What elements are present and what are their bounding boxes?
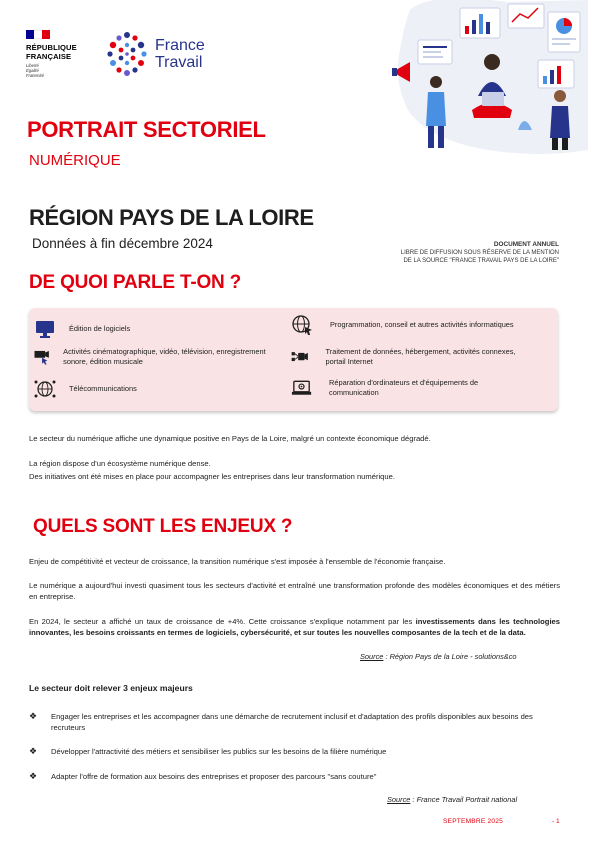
activity-label: Traitement de données, hébergement, activités connexes, portail Internet bbox=[325, 347, 516, 366]
brand-line-1: France bbox=[155, 37, 205, 54]
document-kind: DOCUMENT ANNUEL bbox=[493, 241, 559, 248]
republic-motto bbox=[26, 63, 96, 78]
activity-label: Programmation, conseil et autres activités informatiques bbox=[330, 320, 514, 329]
republique-francaise-logo bbox=[26, 30, 96, 78]
diamond-bullet-icon: ❖ bbox=[29, 746, 38, 756]
repair-laptop-icon bbox=[290, 377, 313, 399]
challenge-item bbox=[29, 771, 559, 782]
activity-item bbox=[33, 346, 278, 368]
challenge-text: Adapter l'offre de formation aux besoins des entreprises et proposer des parcours "sans couture" bbox=[51, 772, 377, 781]
footer-date: SEPTEMBRE 2025 bbox=[443, 818, 503, 825]
motto-fraternite: Fraternité bbox=[26, 73, 44, 78]
region-title: RÉGION PAYS DE LA LOIRE bbox=[29, 205, 314, 230]
activity-item bbox=[290, 346, 520, 368]
document-note bbox=[401, 241, 559, 265]
intro-paragraph-2: La région dispose d'un écosystème numérique dense. bbox=[29, 459, 211, 468]
source-regional bbox=[360, 652, 517, 661]
growth-paragraph bbox=[29, 616, 560, 638]
diamond-bullet-icon: ❖ bbox=[29, 711, 38, 721]
activity-label: Activités cinématographique, vidéo, télévision, enregistrement sonore, édition musicale bbox=[63, 347, 266, 366]
republique-francaise-name bbox=[26, 43, 96, 61]
challenges-title: Le secteur doit relever 3 enjeux majeurs bbox=[29, 683, 193, 693]
document-note-line-2: DE LA SOURCE "FRANCE TRAVAIL PAYS DE LA LOIRE" bbox=[403, 258, 559, 264]
source-text: : Région Pays de la Loire - solutions&co bbox=[383, 652, 517, 661]
section-challenges-title: QUELS SONT LES ENJEUX ? bbox=[33, 516, 293, 537]
activity-label: Réparation d'ordinateurs et d'équipements de communication bbox=[329, 378, 479, 397]
page-number: - 1 bbox=[552, 818, 560, 825]
digital-work-illustration bbox=[388, 0, 588, 155]
stakes-paragraph-1: Enjeu de compétitivité et vecteur de croissance, la transition numérique s'est imposée à l'ensemble de l'économie française. bbox=[29, 557, 446, 566]
motto-egalite: Égalité bbox=[26, 68, 39, 73]
challenge-text: Engager les entreprises et les accompagner dans une démarche de recrutement inclusif et d'adaptation des profils disponibles aux besoins des recruteurs bbox=[51, 712, 533, 732]
french-flag-icon bbox=[26, 30, 50, 39]
challenge-text: Développer l'attractivité des métiers et sensibiliser les publics sur les besoins de la filière numérique bbox=[51, 747, 387, 756]
source-text: : France Travail Portrait national bbox=[410, 795, 518, 804]
activities-box bbox=[29, 308, 558, 411]
activity-item bbox=[33, 378, 273, 400]
growth-text: En 2024, le secteur a affiché un taux de croissance de +4%. Cette croissance s'explique notamment par les bbox=[29, 617, 416, 626]
france-travail-mark-icon bbox=[102, 30, 152, 78]
activity-item bbox=[33, 318, 273, 340]
network-globe-icon bbox=[33, 378, 57, 400]
data-camera-icon bbox=[290, 346, 310, 368]
portrait-title: PORTRAIT SECTORIEL bbox=[27, 117, 266, 142]
motto-liberte: Liberté bbox=[26, 63, 39, 68]
monitor-icon bbox=[33, 318, 57, 340]
stakes-paragraph-2: Le numérique a aujourd'hui investi quasiment tous les secteurs d'activité et entraîné une transformation profonde des modèles économiques et des métiers en entreprise. bbox=[29, 581, 560, 601]
source-label: Source bbox=[360, 652, 384, 661]
globe-cursor-icon bbox=[290, 314, 314, 336]
france-travail-name bbox=[155, 37, 205, 71]
challenge-item bbox=[29, 746, 559, 757]
republic-line-1: RÉPUBLIQUE bbox=[26, 43, 77, 52]
data-date: Données à fin décembre 2024 bbox=[32, 236, 213, 251]
challenge-item bbox=[29, 711, 559, 733]
intro-paragraph-3: Des initiatives ont été mises en place pour accompagner les entreprises dans leur transformation numérique. bbox=[29, 472, 395, 481]
activity-item bbox=[290, 314, 520, 336]
france-travail-logo bbox=[102, 30, 205, 78]
brand-line-2: Travail bbox=[155, 54, 203, 71]
diamond-bullet-icon: ❖ bbox=[29, 771, 38, 781]
section-what-is-it-title: DE QUOI PARLE T-ON ? bbox=[29, 272, 242, 293]
source-label: Source bbox=[387, 795, 411, 804]
republic-line-2: FRANÇAISE bbox=[26, 52, 72, 61]
video-cursor-icon bbox=[33, 346, 51, 368]
source-national bbox=[387, 795, 517, 804]
growth-highlight: investissements dans les technologies innovantes, les besoins croissants en termes de logiciels, cybersécurité, et sur toutes les nouvelles composantes de la tech et de la data. bbox=[29, 617, 560, 637]
activity-label: Télécommunications bbox=[69, 384, 137, 393]
document-note-line-1: LIBRE DE DIFFUSION SOUS RÉSERVE DE LA MENTION bbox=[400, 250, 559, 256]
intro-paragraph-1: Le secteur du numérique affiche une dynamique positive en Pays de la Loire, malgré un contexte économique dégradé. bbox=[29, 434, 431, 443]
activity-label: Édition de logiciels bbox=[69, 324, 131, 333]
portrait-subtitle: NUMÉRIQUE bbox=[29, 152, 121, 169]
activity-item bbox=[290, 377, 522, 399]
